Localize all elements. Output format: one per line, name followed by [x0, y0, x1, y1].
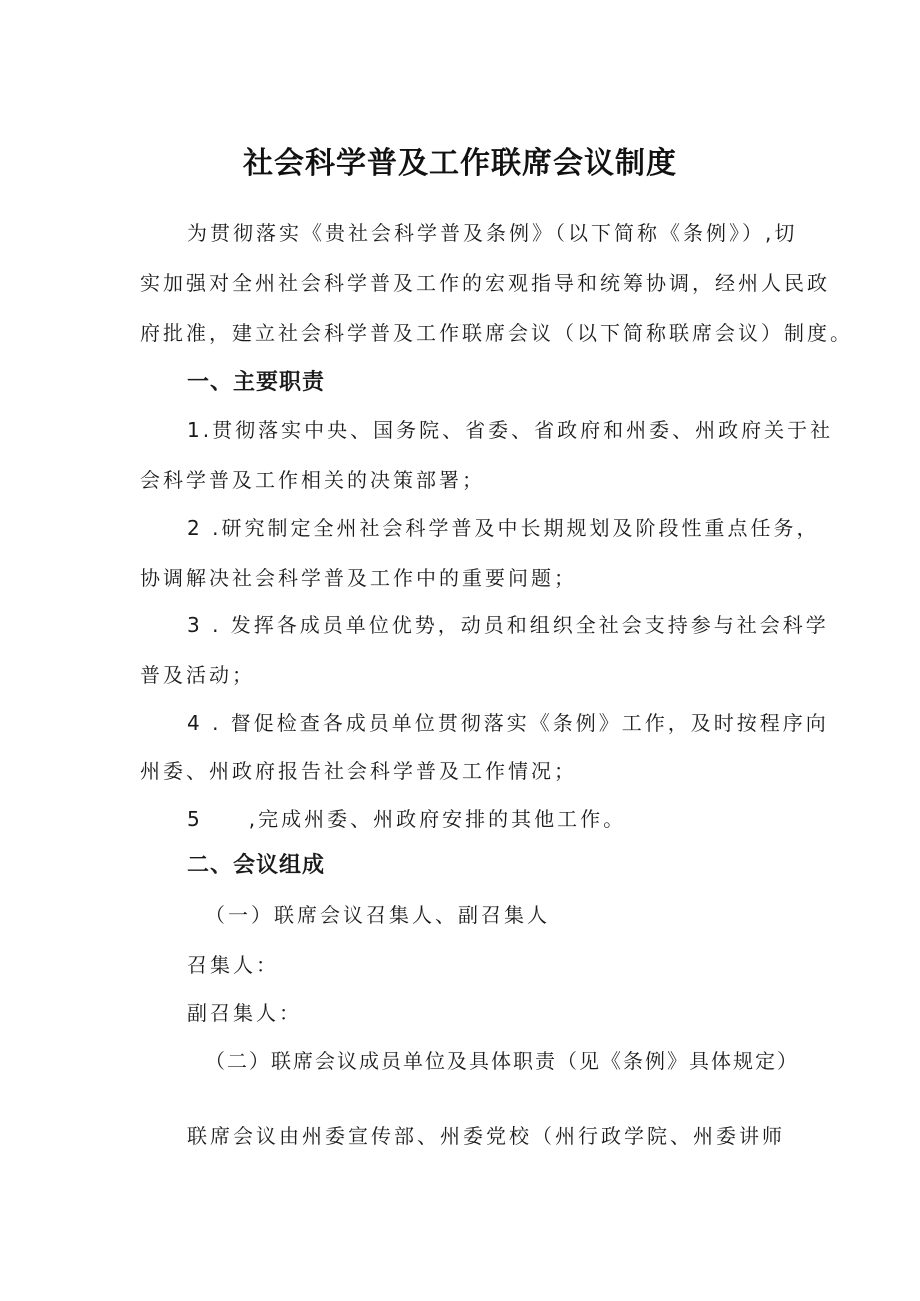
subsection-2: （二）联席会议成员单位及具体职责（见《条例》具体规定）: [205, 1049, 799, 1073]
duty-4-line-1: 4 . 督促检查各成员单位贯彻落实《条例》工作，及时按程序向: [187, 711, 829, 735]
section2-heading: 二、会议组成: [187, 853, 326, 878]
convener-label: 召集人：: [187, 953, 279, 977]
vice-convener-label: 副召集人：: [187, 1001, 302, 1025]
intro-line-1: 为贯彻落实《贵社会科学普及条例》（以下简称《条例》）,切: [187, 221, 798, 245]
duty-2-line-2: 协调解决社会科学普及工作中的重要问题；: [140, 566, 577, 590]
duty-3-line-1: 3 . 发挥各成员单位优势，动员和组织全社会支持参与社会科学: [187, 613, 829, 637]
intro-line-2: 实加强对全州社会科学普及工作的宏观指导和统筹协调，经州人民政: [140, 271, 830, 295]
members-paragraph-line-1: 联席会议由州委宣传部、州委党校（州行政学院、州委讲师: [187, 1124, 785, 1148]
duty-1-line-1: 1.贯彻落实中央、国务院、省委、省政府和州委、州政府关于社: [187, 418, 834, 442]
document-title: 社会科学普及工作联席会议制度: [243, 146, 677, 181]
duty-4-line-2: 州委、州政府报告社会科学普及工作情况；: [140, 759, 577, 783]
subsection-1: （一）联席会议召集人、副召集人: [205, 903, 550, 927]
duty-2-line-1: 2 .研究制定全州社会科学普及中长期规划及阶段性重点任务，: [187, 516, 820, 540]
duty-3-line-2: 普及活动；: [140, 663, 255, 687]
intro-line-3: 府批准，建立社会科学普及工作联席会议（以下简称联席会议）制度。: [140, 321, 853, 345]
duty-5-line-1: 5 ,完成州委、州政府安排的其他工作。: [187, 807, 627, 831]
duty-1-line-2: 会科学普及工作相关的决策部署；: [140, 468, 485, 492]
section1-heading: 一、主要职责: [187, 370, 326, 395]
